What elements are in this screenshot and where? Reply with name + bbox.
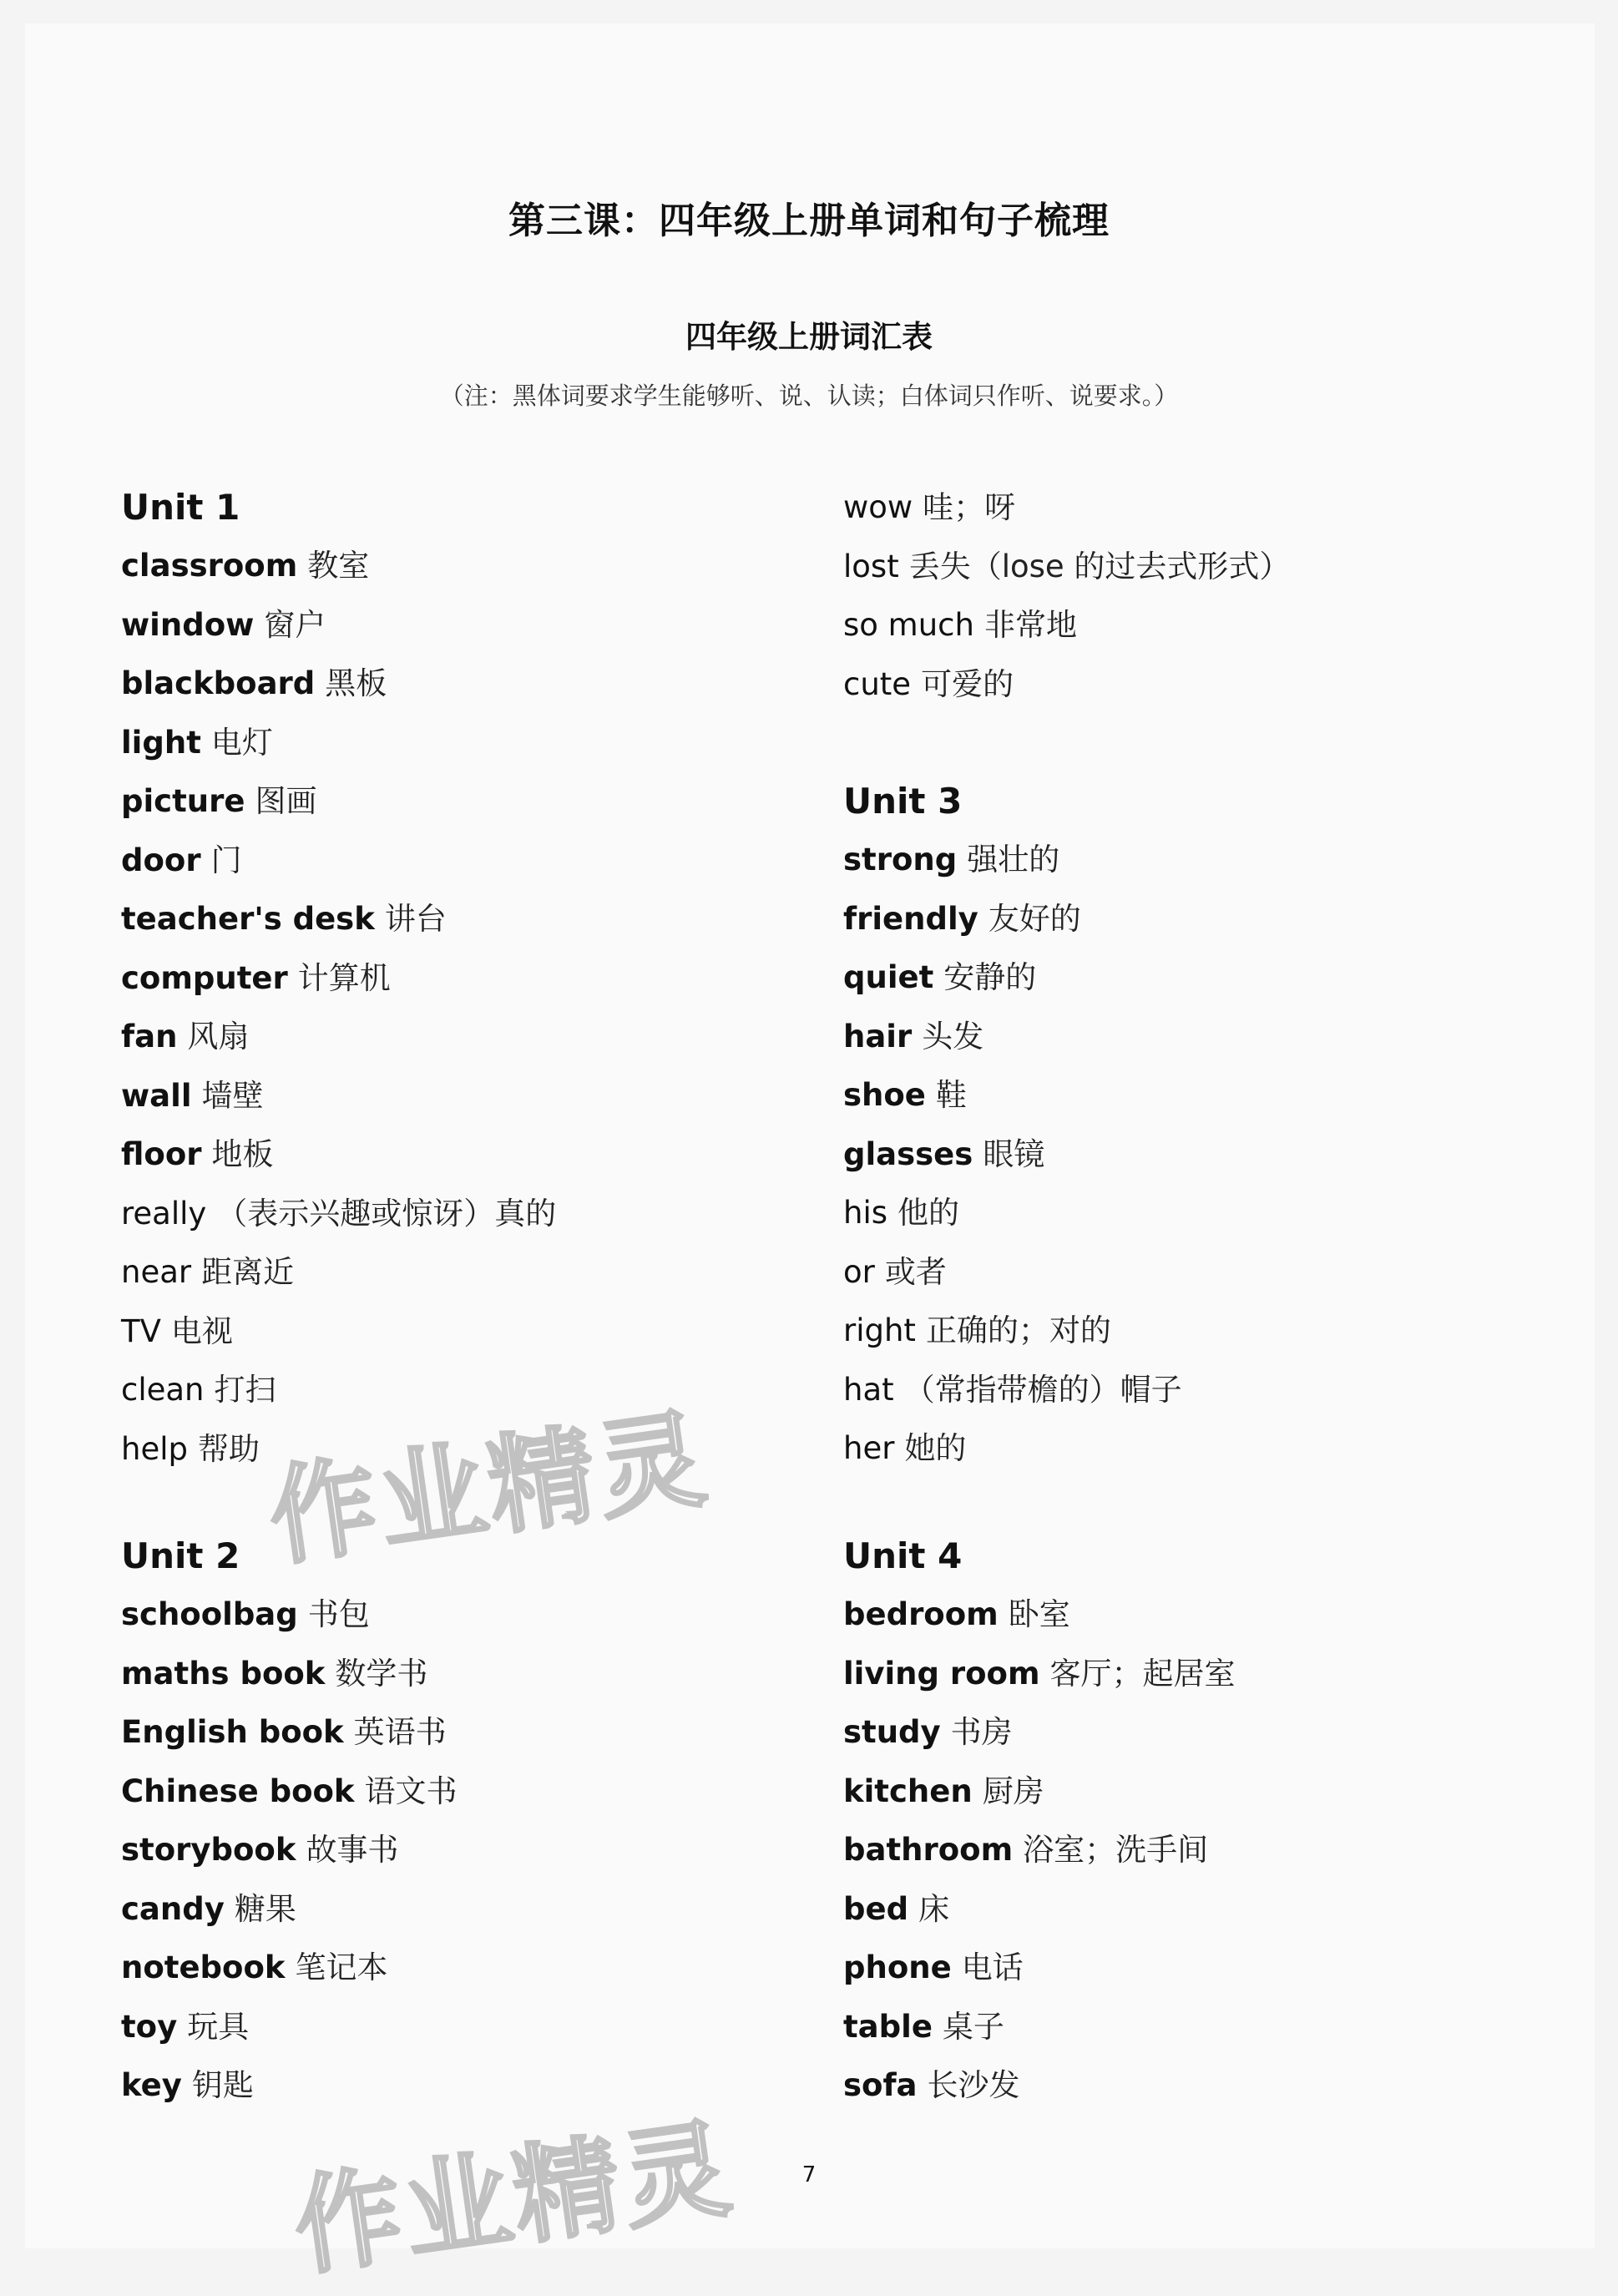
vocab-chinese: 笔记本 xyxy=(295,1950,388,1985)
vocab-chinese: 帮助 xyxy=(197,1430,260,1467)
vocab-chinese: 卧室 xyxy=(1008,1596,1070,1632)
vocab-chinese: 友好的 xyxy=(988,900,1081,937)
vocab-item xyxy=(843,1066,1182,1125)
unit-2-continued-section xyxy=(843,478,1290,714)
vocab-chinese: 黑板 xyxy=(325,665,387,701)
vocab-chinese: 故事书 xyxy=(306,1832,399,1868)
vocab-item xyxy=(121,1645,458,1704)
vocab-english: bedroom xyxy=(843,1596,999,1632)
vocab-english: lost xyxy=(843,548,899,584)
vocab-english: Chinese book xyxy=(121,1773,355,1809)
vocab-chinese: （表示兴趣或惊讶）真的 xyxy=(216,1195,557,1231)
vocab-english: quiet xyxy=(843,959,934,995)
vocab-item xyxy=(843,890,1182,949)
vocab-item xyxy=(843,1361,1182,1420)
vocab-item xyxy=(843,596,1290,655)
vocab-english: help xyxy=(121,1430,188,1467)
vocab-chinese: 数学书 xyxy=(335,1655,428,1692)
vocab-chinese: 眼镜 xyxy=(983,1135,1045,1172)
vocab-item xyxy=(843,478,1290,538)
vocab-item xyxy=(843,655,1290,715)
vocab-item xyxy=(843,1243,1182,1302)
vocab-chinese: 电视 xyxy=(170,1312,233,1349)
unit-title: Unit 1 xyxy=(121,487,240,528)
vocab-chinese: 玩具 xyxy=(187,2008,250,2045)
vocab-chinese: 打扫 xyxy=(214,1372,276,1408)
vocab-chinese: 强壮的 xyxy=(967,842,1060,877)
vocab-item xyxy=(121,1302,556,1362)
vocab-chinese: 钥匙 xyxy=(191,2067,254,2103)
vocab-english: or xyxy=(843,1253,875,1290)
vocab-chinese: 地板 xyxy=(211,1136,274,1172)
vocab-item xyxy=(121,772,556,832)
vocab-english: glasses xyxy=(843,1135,973,1172)
vocab-english: phone xyxy=(843,1950,952,1985)
vocab-item xyxy=(121,832,556,891)
lesson-title: 第三课：四年级上册单词和句子梳理 xyxy=(508,200,1110,242)
vocab-chinese: 安静的 xyxy=(943,959,1037,995)
vocab-english: floor xyxy=(121,1136,202,1172)
vocab-chinese: 书房 xyxy=(950,1714,1013,1750)
vocab-english: table xyxy=(843,2008,933,2045)
vocab-item xyxy=(843,1008,1182,1067)
unit-4-section xyxy=(843,1527,1236,2116)
vocab-english: wall xyxy=(121,1077,192,1114)
vocab-item xyxy=(121,949,556,1009)
vocab-english: study xyxy=(843,1714,941,1750)
vocab-item xyxy=(843,1998,1236,2057)
vocabulary-note: （注：黑体词要求学生能够听、说、认读；白体词只作听、说要求。） xyxy=(439,382,1179,410)
vocab-item xyxy=(843,1184,1182,1243)
vocab-english: his xyxy=(843,1195,888,1231)
watermark-logo: 作业精灵 xyxy=(286,2106,741,2291)
vocab-item xyxy=(121,1008,556,1067)
vocab-chinese: 厨房 xyxy=(982,1773,1044,1809)
vocab-english: friendly xyxy=(843,900,978,937)
vocab-chinese: 非常地 xyxy=(983,607,1077,643)
vocab-item xyxy=(121,1703,458,1762)
vocab-chinese: 书包 xyxy=(307,1596,370,1632)
vocab-chinese: 教室 xyxy=(307,548,370,584)
vocab-chinese: 头发 xyxy=(922,1018,984,1054)
vocab-item xyxy=(843,1125,1182,1185)
vocab-item xyxy=(843,2056,1236,2116)
vocab-item xyxy=(843,1939,1236,1998)
vocab-english: bed xyxy=(843,1890,909,1927)
vocab-chinese: 丢失（lose 的过去式形式） xyxy=(908,548,1291,584)
vocab-chinese: 桌子 xyxy=(942,2008,1004,2045)
vocab-english: light xyxy=(121,724,201,761)
vocab-english: storybook xyxy=(121,1832,296,1868)
vocab-chinese: （常指带檐的）帽子 xyxy=(903,1371,1182,1408)
vocab-chinese: 正确的；对的 xyxy=(925,1312,1111,1348)
vocab-english: wow xyxy=(843,489,913,525)
vocab-chinese: 哇；呀 xyxy=(923,489,1016,525)
vocab-item xyxy=(121,1821,458,1880)
vocab-item xyxy=(121,2056,458,2116)
vocab-chinese: 浴室；洗手间 xyxy=(1023,1832,1209,1868)
vocab-english: classroom xyxy=(121,548,298,584)
vocab-item xyxy=(121,890,556,949)
vocab-chinese: 窗户 xyxy=(264,606,326,643)
vocab-item xyxy=(121,596,556,655)
vocab-chinese: 图画 xyxy=(255,783,317,819)
vocab-item xyxy=(121,714,556,773)
vocab-item xyxy=(121,655,556,714)
vocab-english: TV xyxy=(121,1312,161,1349)
vocab-english: right xyxy=(843,1312,916,1348)
vocabulary-subtitle: 四年级上册词汇表 xyxy=(685,318,933,355)
vocab-english: strong xyxy=(843,842,958,877)
vocab-item xyxy=(121,1939,458,1998)
vocab-chinese: 讲台 xyxy=(384,901,447,937)
vocab-item xyxy=(843,1703,1236,1762)
vocab-chinese: 可爱的 xyxy=(921,665,1014,702)
vocab-chinese: 计算机 xyxy=(297,959,391,996)
vocab-item xyxy=(121,1067,556,1126)
unit-2-section xyxy=(121,1527,458,2116)
vocab-item xyxy=(843,831,1182,890)
vocab-english: so much xyxy=(843,607,974,643)
vocab-english: bathroom xyxy=(843,1832,1014,1868)
vocab-english: maths book xyxy=(121,1655,326,1692)
page-number: 7 xyxy=(801,2162,817,2187)
vocab-item xyxy=(843,1302,1182,1361)
vocab-item xyxy=(121,1762,458,1822)
vocab-english: fan xyxy=(121,1019,178,1054)
vocab-item xyxy=(121,1243,556,1302)
vocab-chinese: 距离近 xyxy=(201,1254,295,1290)
vocab-item xyxy=(121,1185,556,1244)
vocab-english: really xyxy=(121,1195,207,1231)
vocab-english: computer xyxy=(121,959,288,996)
vocab-english: toy xyxy=(121,2008,178,2045)
vocab-chinese: 墙壁 xyxy=(201,1077,264,1114)
watermark-logo: 作业精灵 xyxy=(261,1396,716,1581)
vocab-english: picture xyxy=(121,783,245,819)
vocab-item xyxy=(843,538,1290,597)
vocab-chinese: 他的 xyxy=(897,1195,960,1231)
vocab-item xyxy=(843,1762,1236,1822)
vocab-english: English book xyxy=(121,1714,344,1750)
vocab-english: window xyxy=(121,606,255,643)
vocab-item xyxy=(843,1645,1236,1704)
vocab-chinese: 或者 xyxy=(884,1253,947,1290)
vocab-english: cute xyxy=(843,665,912,702)
unit-title: Unit 3 xyxy=(843,781,963,822)
vocab-item xyxy=(121,1880,458,1939)
vocab-item xyxy=(121,1998,458,2057)
vocab-english: her xyxy=(843,1430,895,1466)
vocab-item xyxy=(121,537,556,596)
vocab-item xyxy=(843,1585,1236,1645)
vocab-item xyxy=(843,948,1182,1008)
vocab-english: candy xyxy=(121,1890,225,1927)
vocab-english: near xyxy=(121,1254,192,1290)
vocab-chinese: 电灯 xyxy=(210,724,273,761)
vocab-item xyxy=(121,1125,556,1185)
vocab-english: key xyxy=(121,2067,182,2103)
unit-title: Unit 4 xyxy=(843,1535,963,1576)
vocab-chinese: 长沙发 xyxy=(927,2067,1020,2103)
vocab-english: blackboard xyxy=(121,665,316,701)
vocab-chinese: 客厅；起居室 xyxy=(1049,1655,1236,1692)
vocab-english: hair xyxy=(843,1018,913,1054)
vocab-english: sofa xyxy=(843,2067,918,2103)
vocab-english: schoolbag xyxy=(121,1596,298,1632)
vocab-chinese: 语文书 xyxy=(364,1773,458,1809)
vocab-chinese: 风扇 xyxy=(187,1019,250,1054)
vocab-chinese: 床 xyxy=(918,1890,950,1927)
vocab-english: living room xyxy=(843,1655,1040,1692)
vocab-english: teacher's desk xyxy=(121,901,375,937)
vocab-chinese: 英语书 xyxy=(353,1714,447,1750)
vocab-english: shoe xyxy=(843,1077,926,1113)
vocab-item xyxy=(843,1821,1236,1880)
unit-title: Unit 2 xyxy=(121,1535,240,1576)
vocab-chinese: 门 xyxy=(210,842,242,878)
vocab-item xyxy=(121,1585,458,1645)
vocab-english: hat xyxy=(843,1371,894,1408)
vocab-english: clean xyxy=(121,1372,205,1408)
vocab-chinese: 她的 xyxy=(904,1430,967,1466)
vocab-chinese: 糖果 xyxy=(234,1890,296,1927)
vocab-item xyxy=(843,1419,1182,1479)
vocab-chinese: 鞋 xyxy=(935,1077,967,1113)
unit-3-section xyxy=(843,772,1182,1479)
vocab-english: kitchen xyxy=(843,1773,973,1809)
vocab-item xyxy=(843,1880,1236,1939)
unit-1-section xyxy=(121,478,556,1479)
vocab-english: notebook xyxy=(121,1950,286,1985)
vocab-chinese: 电话 xyxy=(961,1950,1024,1985)
vocab-english: door xyxy=(121,842,201,878)
